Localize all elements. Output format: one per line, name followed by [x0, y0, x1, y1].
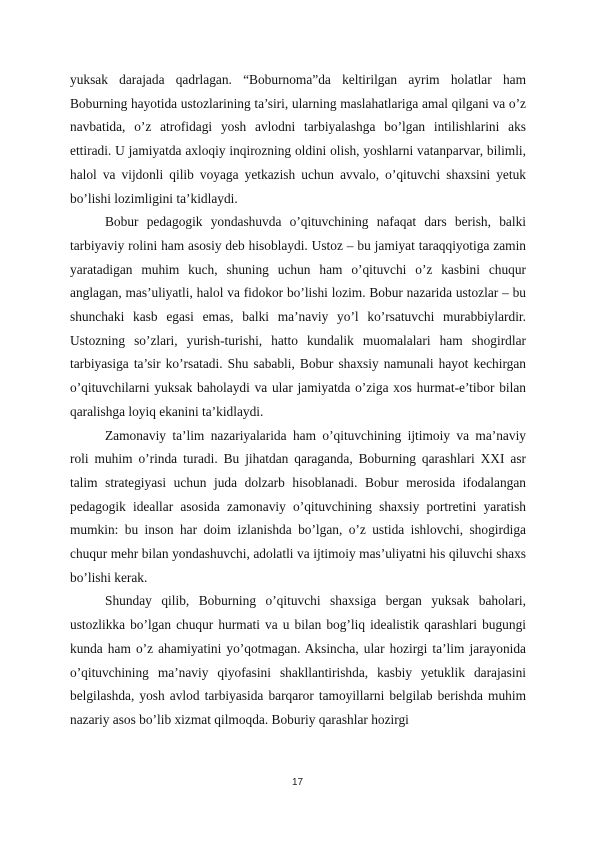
- body-text: [70, 68, 526, 732]
- paragraph-2: Bobur pedagogik yondashuvda o’qituvchining nafaqat dars berish, balki tarbiyaviy rolini ham asosiy deb hisoblaydi. Ustoz – bu jamiyat taraqqiyotiga zamin yaratadigan muhim kuch, shuning uchun ham o’qituvchi o’z kasbini chuqur anglagan, mas’uliyatli, halol va fidokor bo’lishi lozim. Bobur nazarida ustozlar – bu shunchaki kasb egasi emas, balki ma’naviy yo’l ko’rsatuvchi murabbiylardir. Ustozning so’zlari, yurish-turishi, hatto kundalik muomalalari ham shogirdlar tarbiyasiga ta’sir ko’rsatadi. Shu sababli, Bobur shaxsiy namunali hayot kechirgan o’qituvchilarni yuksak baholaydi va ular jamiyatda o’ziga xos hurmat-e’tibor bilan qaralishga loyiq ekanini ta’kidlaydi.: [70, 214, 526, 419]
- paragraph-1: yuksak darajada qadrlagan. “Boburnoma”da keltirilgan ayrim holatlar ham Boburning hayotida ustozlarining ta’siri, ularning maslahatlariga amal qilgani va o’z navbatida, o’z atrofidagi yosh avlodni tarbiyalashga bo’lgan intilishlarini aks ettiradi. U jamiyatda axloqiy inqirozning oldini olish, yoshlarni vatanparvar, bilimli, halol va vijdonli qilib voyaga yetkazish uchun avvalo, o’qituvchi shaxsini yetuk bo’lishi lozimligini ta’kidlaydi.: [70, 72, 526, 206]
- paragraph-3: Zamonaviy ta’lim nazariyalarida ham o’qituvchining ijtimoiy va ma’naviy roli muhim o’rinda turadi. Bu jihatdan qaraganda, Boburning qarashlari XXI asr talim strategiyasi uchun juda dolzarb hisoblanadi. Bobur merosida ifodalangan pedagogik ideallar asosida zamonaviy o’qituvchining shaxsiy portretini yaratish mumkin: bu inson har doim izlanishda bo’lgan, o’z ustida ishlovchi, shogirdiga chuqur mehr bilan yondashuvchi, adolatli va ijtimoiy mas’uliyatni his qiluvchi shaxs bo’lishi kerak.: [70, 427, 526, 585]
- page-number: 17: [291, 777, 304, 788]
- paragraph-4: Shunday qilib, Boburning o’qituvchi shaxsiga bergan yuksak baholari, ustozlikka bo’lgan chuqur hurmati va u bilan bog’liq idealistik qarashlari bugungi kunda ham o’z ahamiyatini yo’qotmagan. Aksincha, ular hozirgi ta’lim jarayonida o’qituvchining ma’naviy qiyofasini shakllantirishda, kasbiy yetuklik darajasini belgilashda, yosh avlod tarbiyasida barqaror tamoyillarni belgilab berishda muhim nazariy asos bo’lib xizmat qilmoqda. Boburiy qarashlar hozirgi: [70, 593, 526, 727]
